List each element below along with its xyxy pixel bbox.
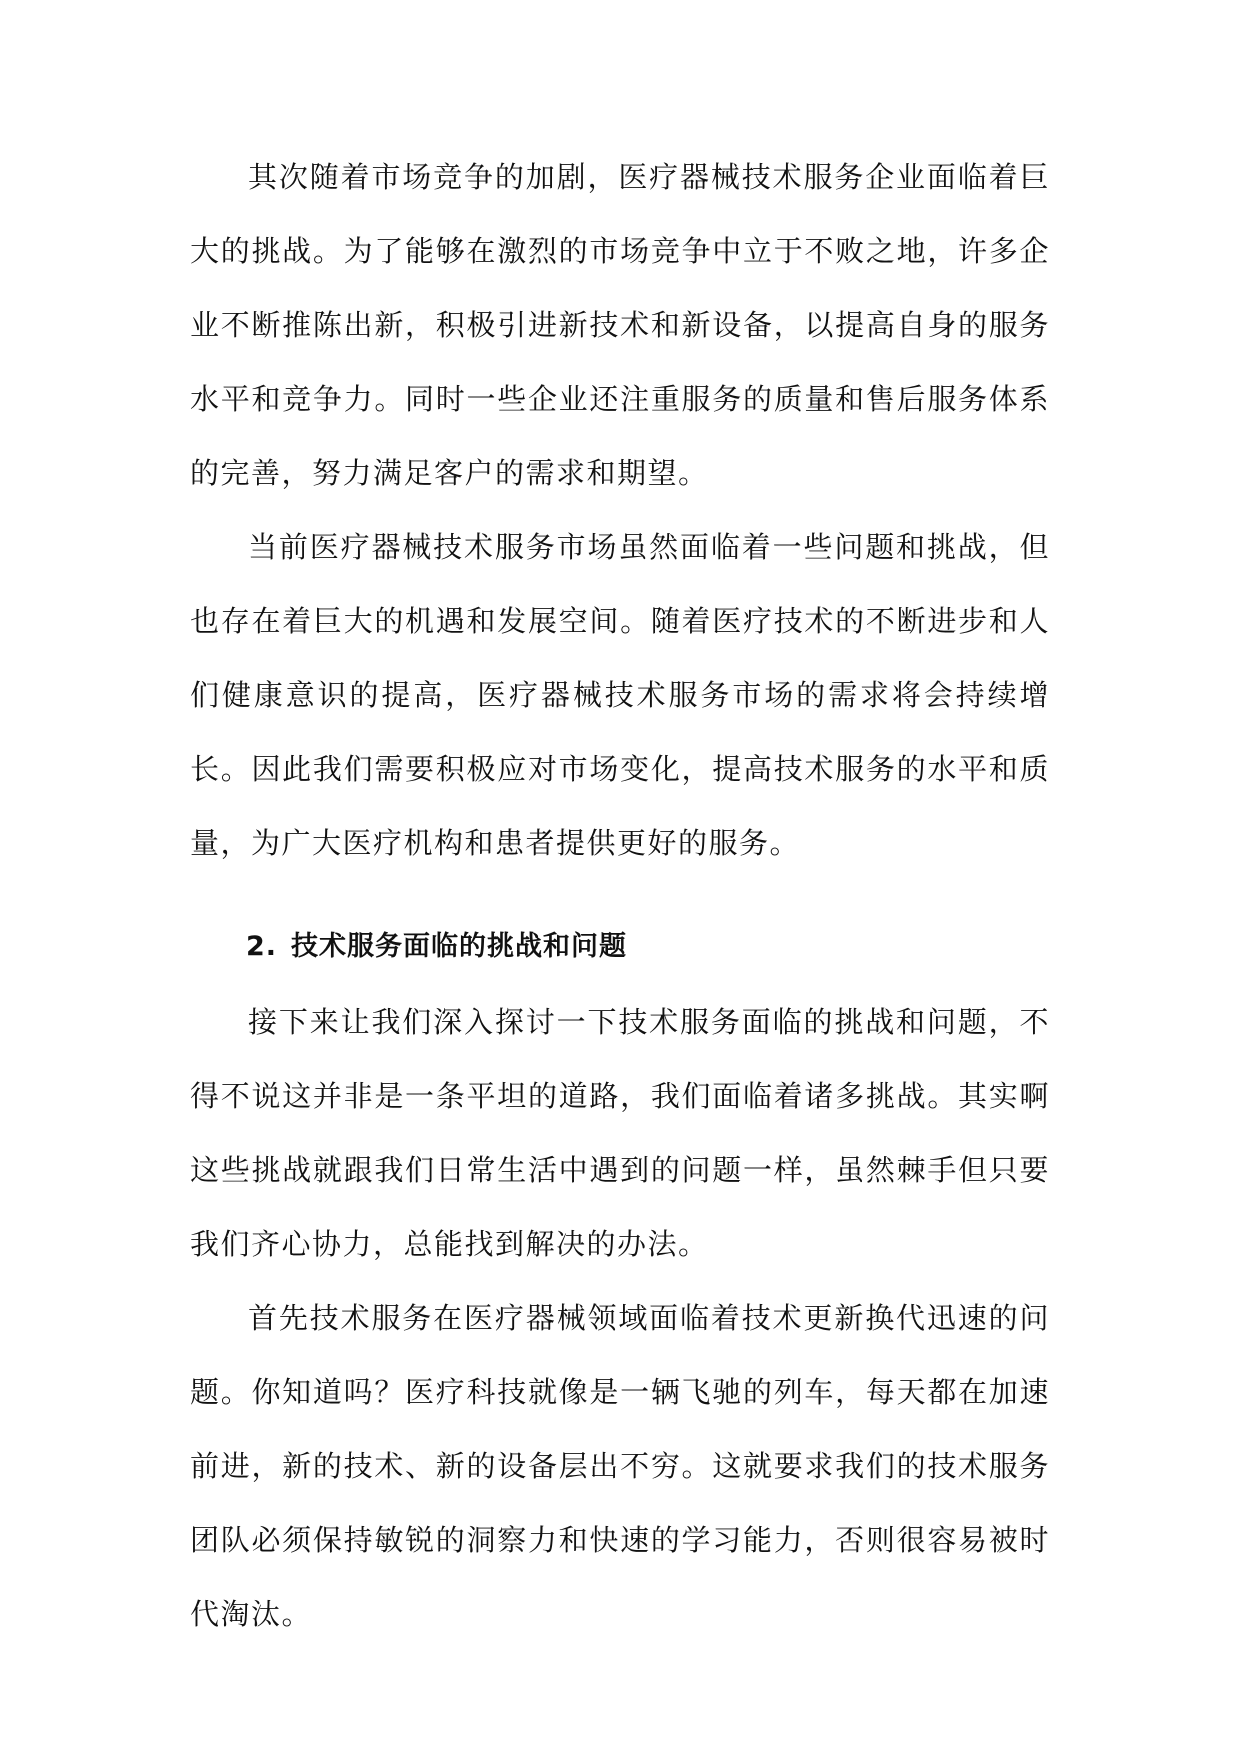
section-heading — [190, 927, 1050, 967]
section-number: 2. — [246, 931, 278, 962]
paragraph: 其次随着市场竞争的加剧，医疗器械技术服务企业面临着巨大的挑战。为了能够在激烈的市场竞争中立于不败之地，许多企业不断推陈出新，积极引进新技术和新设备，以提高自身的服务水平和竞争力。同时一些企业还注重服务的质量和售后服务体系的完善，努力满足客户的需求和期望。 — [190, 160, 1050, 490]
document-body — [190, 140, 1050, 1651]
section-title: 技术服务面临的挑战和问题 — [291, 931, 628, 962]
paragraph: 接下来让我们深入探讨一下技术服务面临的挑战和问题，不得不说这并非是一条平坦的道路，我们面临着诸多挑战。其实啊这些挑战就跟我们日常生活中遇到的问题一样，虽然棘手但只要我们齐心协力，总能找到解决的办法。 — [190, 1005, 1050, 1261]
paragraph: 首先技术服务在医疗器械领域面临着技术更新换代迅速的问题。你知道吗？医疗科技就像是一辆飞驰的列车，每天都在加速前进，新的技术、新的设备层出不穷。这就要求我们的技术服务团队必须保持敏锐的洞察力和快速的学习能力，否则很容易被时代淘汰。 — [190, 1301, 1050, 1631]
paragraph: 当前医疗器械技术服务市场虽然面临着一些问题和挑战，但也存在着巨大的机遇和发展空间。随着医疗技术的不断进步和人们健康意识的提高，医疗器械技术服务市场的需求将会持续增长。因此我们需要积极应对市场变化，提高技术服务的水平和质量，为广大医疗机构和患者提供更好的服务。 — [190, 530, 1050, 860]
